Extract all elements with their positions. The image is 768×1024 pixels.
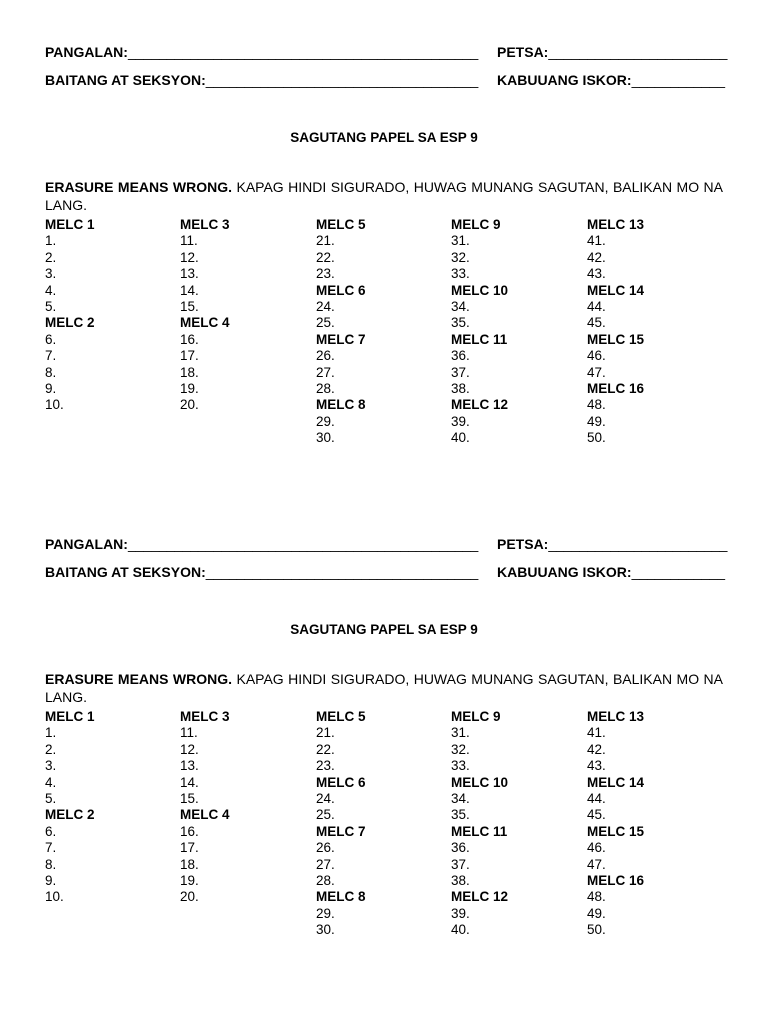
answer-item[interactable]: 31. <box>451 725 470 741</box>
grade-section-line[interactable]: ___________________________________ <box>205 564 479 580</box>
melc-header: MELC 1 <box>45 709 95 724</box>
total-score-label: KABUUANG ISKOR: <box>497 564 632 580</box>
date-label: PETSA: <box>497 536 549 552</box>
answer-item[interactable]: 44. <box>587 299 606 315</box>
answer-item[interactable]: 16. <box>180 331 199 347</box>
answer-item[interactable]: 21. <box>316 725 335 741</box>
answer-column-5 <box>587 217 717 447</box>
answer-item[interactable]: 42. <box>587 741 606 757</box>
melc-header: MELC 9 <box>451 217 501 232</box>
name-field[interactable] <box>45 44 478 60</box>
grade-section-line[interactable]: ___________________________________ <box>205 72 479 88</box>
melc-header: MELC 7 <box>316 331 366 347</box>
answer-item[interactable]: 40. <box>451 430 470 446</box>
answer-item[interactable]: 11. <box>180 725 198 741</box>
answer-item[interactable]: 37. <box>451 856 470 872</box>
answer-item[interactable]: 1. <box>45 725 57 741</box>
instruction-rest: KAPAG HINDI SIGURADO, HUWAG MUNANG SAGUTAN, BALIKAN MO NA LANG. <box>45 671 723 705</box>
melc-header: MELC 8 <box>316 397 366 413</box>
answer-item[interactable]: 6. <box>45 331 57 347</box>
answer-item[interactable]: 12. <box>180 741 199 757</box>
name-label: PANGALAN: <box>45 536 128 552</box>
answer-item[interactable]: 46. <box>587 348 606 364</box>
answer-item[interactable]: 18. <box>180 364 199 380</box>
answer-item[interactable]: 13. <box>180 266 199 282</box>
instruction-text <box>45 670 723 706</box>
answer-item[interactable]: 33. <box>451 758 470 774</box>
answer-column-5 <box>587 709 717 939</box>
answer-item[interactable]: 43. <box>587 758 606 774</box>
answer-item[interactable]: 30. <box>316 430 335 446</box>
answer-item[interactable]: 12. <box>180 249 199 265</box>
name-date-row <box>45 44 728 72</box>
melc-header: MELC 9 <box>451 709 501 724</box>
answer-item[interactable]: 6. <box>45 823 57 839</box>
answer-item[interactable]: 49. <box>587 413 606 429</box>
answer-item[interactable]: 4. <box>45 282 57 298</box>
answer-item[interactable]: 26. <box>316 348 335 364</box>
instruction-text <box>45 178 723 214</box>
melc-header: MELC 10 <box>451 282 509 298</box>
name-field[interactable] <box>45 536 478 552</box>
answer-item[interactable]: 23. <box>316 266 335 282</box>
total-score-field[interactable] <box>497 564 725 580</box>
melc-header: MELC 4 <box>180 315 230 331</box>
instruction-bold: ERASURE MEANS WRONG. <box>45 671 233 687</box>
answer-item[interactable]: 21. <box>316 233 335 249</box>
total-score-field[interactable] <box>497 72 725 88</box>
melc-header: MELC 7 <box>316 823 366 839</box>
answer-item[interactable]: 14. <box>180 282 199 298</box>
answer-item[interactable]: 34. <box>451 299 470 315</box>
answer-item[interactable]: 48. <box>587 397 606 413</box>
melc-header: MELC 5 <box>316 217 366 232</box>
answer-item[interactable]: 1. <box>45 233 57 249</box>
answer-item[interactable]: 8. <box>45 856 57 872</box>
answer-item[interactable]: 15. <box>180 791 199 807</box>
melc-header: MELC 2 <box>45 315 95 331</box>
answer-item[interactable]: 41. <box>587 725 606 741</box>
melc-header: MELC 12 <box>451 397 509 413</box>
answer-column-2 <box>180 217 310 414</box>
answer-item[interactable]: 9. <box>45 381 57 397</box>
answer-column-3 <box>316 217 446 447</box>
answer-item[interactable]: 10. <box>45 889 64 905</box>
date-field[interactable] <box>497 536 727 552</box>
answer-item[interactable]: 35. <box>451 315 470 331</box>
answer-item[interactable]: 36. <box>451 840 470 856</box>
total-score-line[interactable]: ____________ <box>631 72 725 88</box>
melc-header: MELC 13 <box>587 709 645 724</box>
answer-columns <box>45 709 723 949</box>
answer-item[interactable]: 32. <box>451 741 470 757</box>
answer-columns <box>45 217 723 457</box>
melc-header: MELC 14 <box>587 282 645 298</box>
answer-item[interactable]: 39. <box>451 413 470 429</box>
instruction-bold: ERASURE MEANS WRONG. <box>45 179 233 195</box>
answer-item[interactable]: 9. <box>45 873 57 889</box>
answer-item[interactable]: 50. <box>587 922 606 938</box>
answer-item[interactable]: 2. <box>45 249 57 265</box>
melc-header: MELC 15 <box>587 823 645 839</box>
answer-item[interactable]: 25. <box>316 807 335 823</box>
answer-item[interactable]: 4. <box>45 774 57 790</box>
name-line[interactable]: _____________________________________________ <box>127 536 479 552</box>
name-label: PANGALAN: <box>45 44 128 60</box>
grade-score-row <box>45 564 723 592</box>
answer-item[interactable]: 31. <box>451 233 470 249</box>
melc-header: MELC 14 <box>587 774 645 790</box>
answer-item[interactable]: 36. <box>451 348 470 364</box>
answer-column-4 <box>451 709 581 939</box>
melc-header: MELC 6 <box>316 282 366 298</box>
answer-item[interactable]: 39. <box>451 905 470 921</box>
answer-item[interactable]: 38. <box>451 381 470 397</box>
answer-item[interactable]: 32. <box>451 249 470 265</box>
answer-item[interactable]: 17. <box>180 348 199 364</box>
answer-item[interactable]: 11. <box>180 233 198 249</box>
answer-item[interactable]: 7. <box>45 348 57 364</box>
answer-item[interactable]: 22. <box>316 249 335 265</box>
answer-column-1 <box>45 709 175 906</box>
answer-item[interactable]: 5. <box>45 299 57 315</box>
instruction-rest: KAPAG HINDI SIGURADO, HUWAG MUNANG SAGUTAN, BALIKAN MO NA LANG. <box>45 179 723 213</box>
melc-header: MELC 3 <box>180 709 230 724</box>
answer-item[interactable]: 30. <box>316 922 335 938</box>
answer-item[interactable]: 29. <box>316 905 335 921</box>
answer-item[interactable]: 18. <box>180 856 199 872</box>
melc-header: MELC 4 <box>180 807 230 823</box>
melc-header: MELC 12 <box>451 889 509 905</box>
melc-header: MELC 10 <box>451 774 509 790</box>
melc-header: MELC 11 <box>451 331 508 347</box>
answer-item[interactable]: 22. <box>316 741 335 757</box>
melc-header: MELC 2 <box>45 807 95 823</box>
answer-item[interactable]: 29. <box>316 413 335 429</box>
name-line[interactable]: _____________________________________________ <box>127 44 479 60</box>
answer-item[interactable]: 35. <box>451 807 470 823</box>
answer-item[interactable]: 20. <box>180 889 199 905</box>
grade-section-field[interactable] <box>45 72 478 88</box>
answer-column-2 <box>180 709 310 906</box>
answer-item[interactable]: 26. <box>316 840 335 856</box>
answer-item[interactable]: 45. <box>587 807 606 823</box>
answer-item[interactable]: 13. <box>180 758 199 774</box>
grade-section-label: BAITANG AT SEKSYON: <box>45 564 206 580</box>
sheet-title: SAGUTANG PAPEL SA ESP 9 <box>290 622 478 637</box>
answer-column-3 <box>316 709 446 939</box>
answer-item[interactable]: 19. <box>180 873 199 889</box>
total-score-line[interactable]: ____________ <box>631 564 725 580</box>
answer-item[interactable]: 50. <box>587 430 606 446</box>
answer-item[interactable]: 45. <box>587 315 606 331</box>
melc-header: MELC 16 <box>587 873 645 889</box>
answer-column-1 <box>45 217 175 414</box>
answer-item[interactable]: 47. <box>587 364 606 380</box>
answer-item[interactable]: 24. <box>316 791 335 807</box>
answer-item[interactable]: 15. <box>180 299 199 315</box>
answer-item[interactable]: 23. <box>316 758 335 774</box>
answer-item[interactable]: 43. <box>587 266 606 282</box>
melc-header: MELC 1 <box>45 217 95 232</box>
answer-item[interactable]: 33. <box>451 266 470 282</box>
answer-item[interactable]: 17. <box>180 840 199 856</box>
answer-item[interactable]: 37. <box>451 364 470 380</box>
melc-header: MELC 16 <box>587 381 645 397</box>
answer-item[interactable]: 42. <box>587 249 606 265</box>
answer-item[interactable]: 19. <box>180 381 199 397</box>
answer-sheet-bottom <box>45 536 728 949</box>
melc-header: MELC 8 <box>316 889 366 905</box>
answer-item[interactable]: 8. <box>45 364 57 380</box>
answer-item[interactable]: 28. <box>316 381 335 397</box>
date-line[interactable]: _______________________ <box>548 536 728 552</box>
answer-item[interactable]: 34. <box>451 791 470 807</box>
melc-header: MELC 13 <box>587 217 645 232</box>
answer-item[interactable]: 49. <box>587 905 606 921</box>
name-date-row <box>45 536 728 564</box>
grade-section-label: BAITANG AT SEKSYON: <box>45 72 206 88</box>
answer-item[interactable]: 27. <box>316 856 335 872</box>
grade-section-field[interactable] <box>45 564 478 580</box>
answer-item[interactable]: 3. <box>45 758 57 774</box>
melc-header: MELC 5 <box>316 709 366 724</box>
answer-item[interactable]: 7. <box>45 840 57 856</box>
melc-header: MELC 11 <box>451 823 508 839</box>
answer-item[interactable]: 28. <box>316 873 335 889</box>
answer-item[interactable]: 16. <box>180 823 199 839</box>
answer-item[interactable]: 24. <box>316 299 335 315</box>
date-field[interactable] <box>497 44 727 60</box>
answer-item[interactable]: 5. <box>45 791 57 807</box>
answer-item[interactable]: 20. <box>180 397 199 413</box>
grade-score-row <box>45 72 723 100</box>
answer-item[interactable]: 41. <box>587 233 606 249</box>
sheet-title: SAGUTANG PAPEL SA ESP 9 <box>290 130 478 145</box>
answer-column-4 <box>451 217 581 447</box>
melc-header: MELC 6 <box>316 774 366 790</box>
answer-sheet-top <box>45 44 728 457</box>
melc-header: MELC 15 <box>587 331 645 347</box>
answer-item[interactable]: 47. <box>587 856 606 872</box>
answer-item[interactable]: 27. <box>316 364 335 380</box>
answer-item[interactable]: 38. <box>451 873 470 889</box>
total-score-label: KABUUANG ISKOR: <box>497 72 632 88</box>
date-line[interactable]: _______________________ <box>548 44 728 60</box>
answer-item[interactable]: 2. <box>45 741 57 757</box>
answer-item[interactable]: 40. <box>451 922 470 938</box>
date-label: PETSA: <box>497 44 549 60</box>
answer-item[interactable]: 48. <box>587 889 606 905</box>
melc-header: MELC 3 <box>180 217 230 232</box>
answer-item[interactable]: 25. <box>316 315 335 331</box>
answer-item[interactable]: 3. <box>45 266 57 282</box>
answer-item[interactable]: 14. <box>180 774 199 790</box>
answer-item[interactable]: 46. <box>587 840 606 856</box>
answer-item[interactable]: 10. <box>45 397 64 413</box>
answer-item[interactable]: 44. <box>587 791 606 807</box>
